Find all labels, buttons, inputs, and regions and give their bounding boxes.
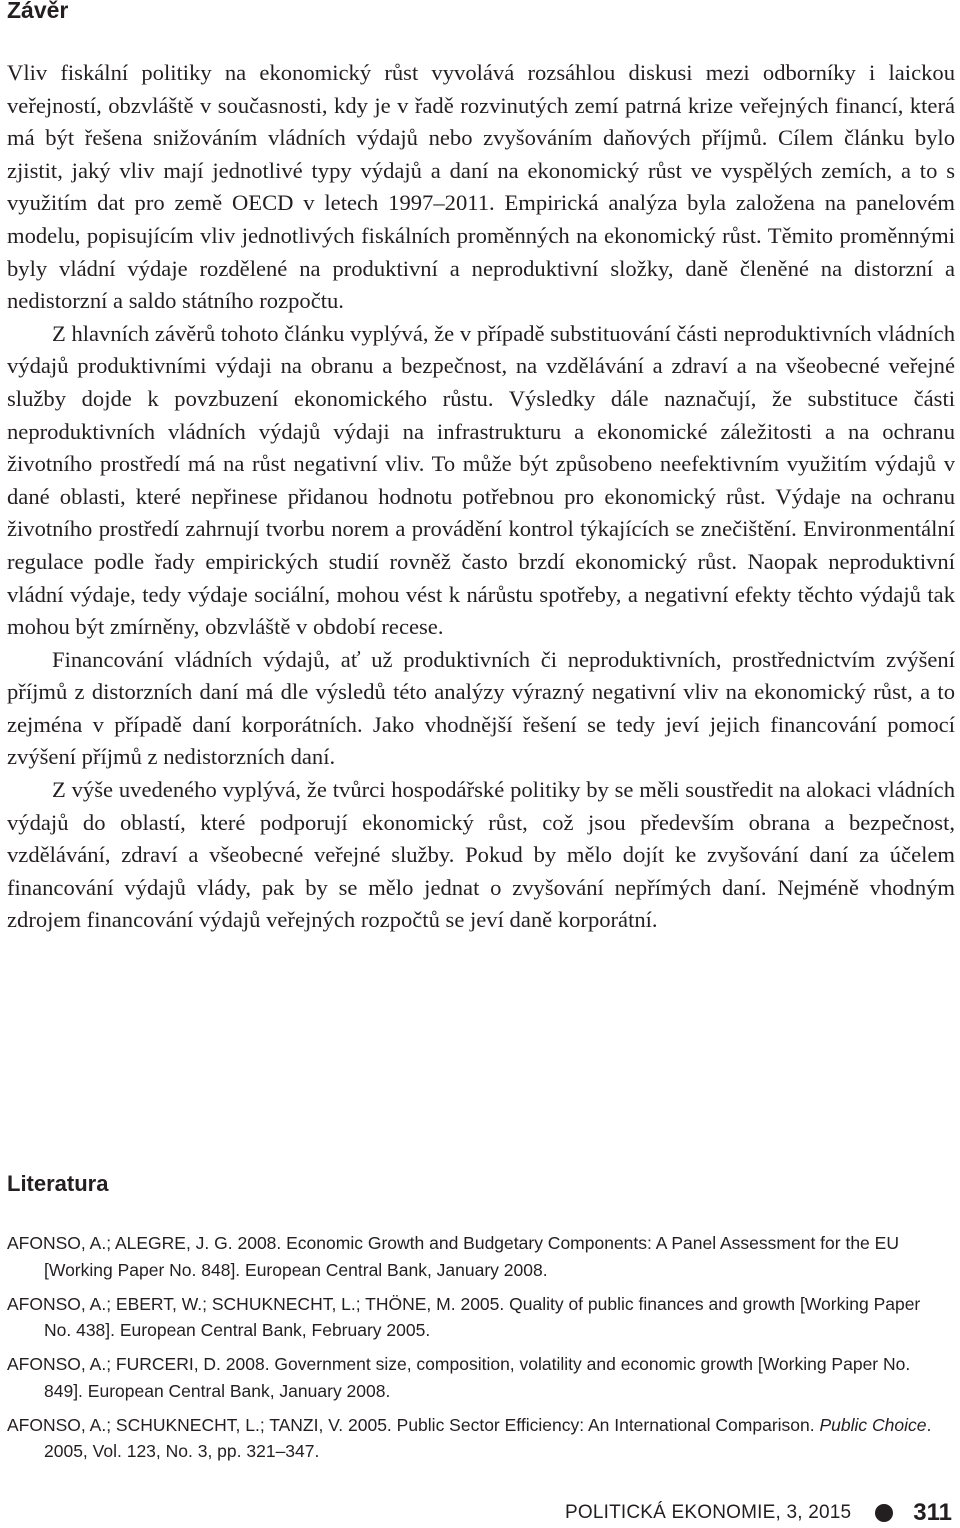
paragraph: Z hlavních závěrů tohoto článku vyplývá, že v případě substituování části neproduktivních vládních výdajů produktivními výdaji na obranu a bezpečnost, na vzdělávání a zdraví a na všeobecné veřejné služby dojde k povzbuzení ekonomického růstu. Výsledky dále naznačují, že substituce části neproduktivních vládních výdajů výdaji na infrastrukturu a ekonomické záležitosti a na ochranu životního prostředí má na růst negativní vliv. To může být způsobeno neefektivním využitím výdajů v dané oblasti, které nepřinese přidanou hodnotu potřebnou pro ekonomický růst. Výdaje na ochranu životního prostředí zahrnují tvorbu norem a provádění kontrol týkajících se znečištění. Environmentální regulace podle řady empirických studií rovněž často brzdí ekonomický růst. Naopak neproduktivní vládní výdaje, tedy výdaje sociální, mohou vést k nárůstu spotřeby, a negativní efekty těchto výdajů tak mohou být zmírněny, obzvláště v období recese. [7,320,955,640]
paragraph: Financování vládních výdajů, ať už produktivních či neproduktivních, prostřednictvím zvýšení příjmů z distorzních daní má dle výsledů této analýzy výrazný negativní vliv na ekonomický růst, a to zejména v případě daní korporátních. Jako vhodnější řešení se tedy jeví jejich financování pomocí zvýšení příjmů z nedistorzních daní. [7,646,955,770]
reference-item [7,1291,947,1344]
reference-list [7,1230,947,1472]
bullet-dot-icon [875,1504,893,1522]
body-text [7,57,955,937]
paragraph: Z výše uvedeného vyplývá, že tvůrci hospodářské politiky by se měli soustředit na alokaci vládních výdajů do oblastí, které podporují ekonomický růst, což jsou především obrana a bezpečnost, vzdělávání, zdraví a všeobecné veřejné služby. Pokud by mělo dojít ke zvyšování daní za účelem financování výdajů vlády, pak by se mělo jednat o zvyšování nepřímých daní. Nejméně vhodným zdrojem financování výdajů veřejných rozpočtů se jeví daně korporátní. [7,777,955,933]
references-heading: Literatura [7,1171,109,1196]
reference-tail: . 2005, Vol. 123, No. 3, pp. 321–347. [44,1414,932,1461]
reference-item [7,1230,947,1283]
reference-text: AFONSO, A.; SCHUKNECHT, L.; TANZI, V. 2005. Public Sector Efficiency: An International Comparison. [7,1414,820,1435]
reference-item [7,1412,947,1465]
journal-name: POLITICKÁ EKONOMIE, 3, 2015 [565,1502,852,1523]
reference-item [7,1351,947,1404]
page-footer [565,1499,952,1527]
reference-journal: Public Choice [819,1414,927,1435]
page-number: 311 [913,1499,952,1526]
section-heading: Závěr [7,0,69,23]
reference-text: AFONSO, A.; FURCERI, D. 2008. Government size, composition, volatility and economic growth [Working Paper No. 849]. European Central Bank, January 2008. [7,1354,911,1401]
reference-text: AFONSO, A.; ALEGRE, J. G. 2008. Economic Growth and Budgetary Components: A Panel Assessment for the EU [Working Paper No. 848]. European Central Bank, January 2008. [7,1233,899,1280]
paragraph: Vliv fiskální politiky na ekonomický růst vyvolává rozsáhlou diskusi mezi odborníky i laickou veřejností, obzvláště v současnosti, kdy je v řadě rozvinutých zemí patrná krize veřejných financí, která má být řešena snižováním vládních výdajů nebo zvyšováním daňových příjmů. Cílem článku bylo zjistit, jaký vliv mají jednotlivé typy výdajů a daní na ekonomický růst ve vyspělých zemích, a to s využitím dat pro země OECD v letech 1997–2011. Empirická analýza byla založena na panelovém modelu, popisujícím vliv jednotlivých fiskálních proměnných na ekonomický růst. Těmito proměnnými byly vládní výdaje rozdělené na produktivní a neproduktivní složky, daně členěné na distorzní a nedistorzní a saldo státního rozpočtu. [7,60,955,314]
reference-text: AFONSO, A.; EBERT, W.; SCHUKNECHT, L.; THÖNE, M. 2005. Quality of public finances and growth [Working Paper No. 438]. European Central Bank, February 2005. [7,1293,921,1340]
